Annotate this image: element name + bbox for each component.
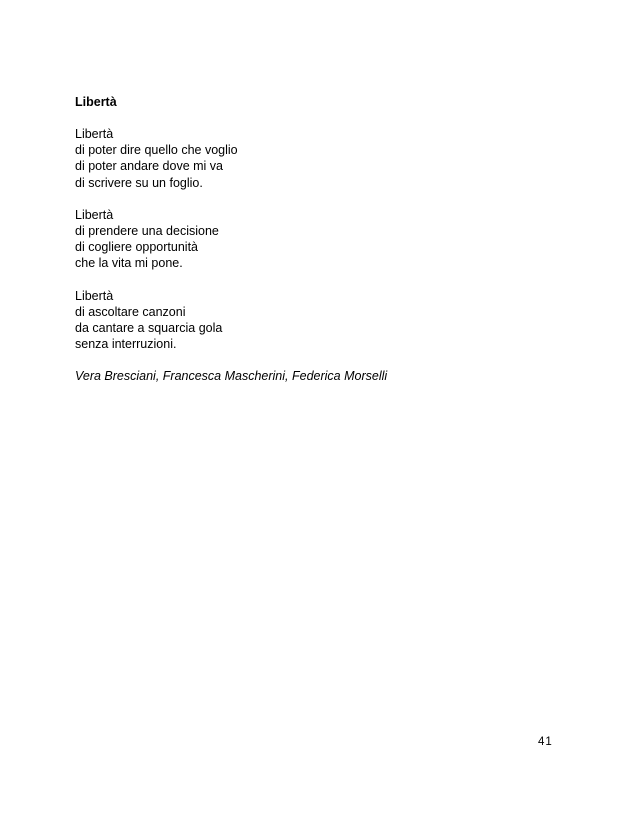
poem-line: da cantare a squarcia gola [75,321,223,336]
stanza-2 [75,207,555,272]
poem-line: di poter andare dove mi va [75,159,224,174]
poem-line: di cogliere opportunità [75,240,198,255]
poem-line: di prendere una decisione [75,224,219,239]
poem-line: di scrivere su un foglio. [75,175,203,190]
stanza-3 [75,288,555,353]
poem-title: Libertà [75,95,117,109]
stanza-1 [75,126,555,191]
poem-line: senza interruzioni. [75,337,177,352]
page-number: 41 [538,736,553,748]
poem-line: di ascoltare canzoni [75,304,186,319]
poem-line: Libertà [75,207,114,222]
poem-line: Libertà [75,288,114,303]
poem [75,94,555,384]
poem-line: che la vita mi pone. [75,256,183,271]
poem-line: di poter dire quello che voglio [75,143,238,158]
poem-line: Libertà [75,127,114,141]
poem-authors: Vera Bresciani, Francesca Mascherini, Federica Morselli [75,369,388,384]
